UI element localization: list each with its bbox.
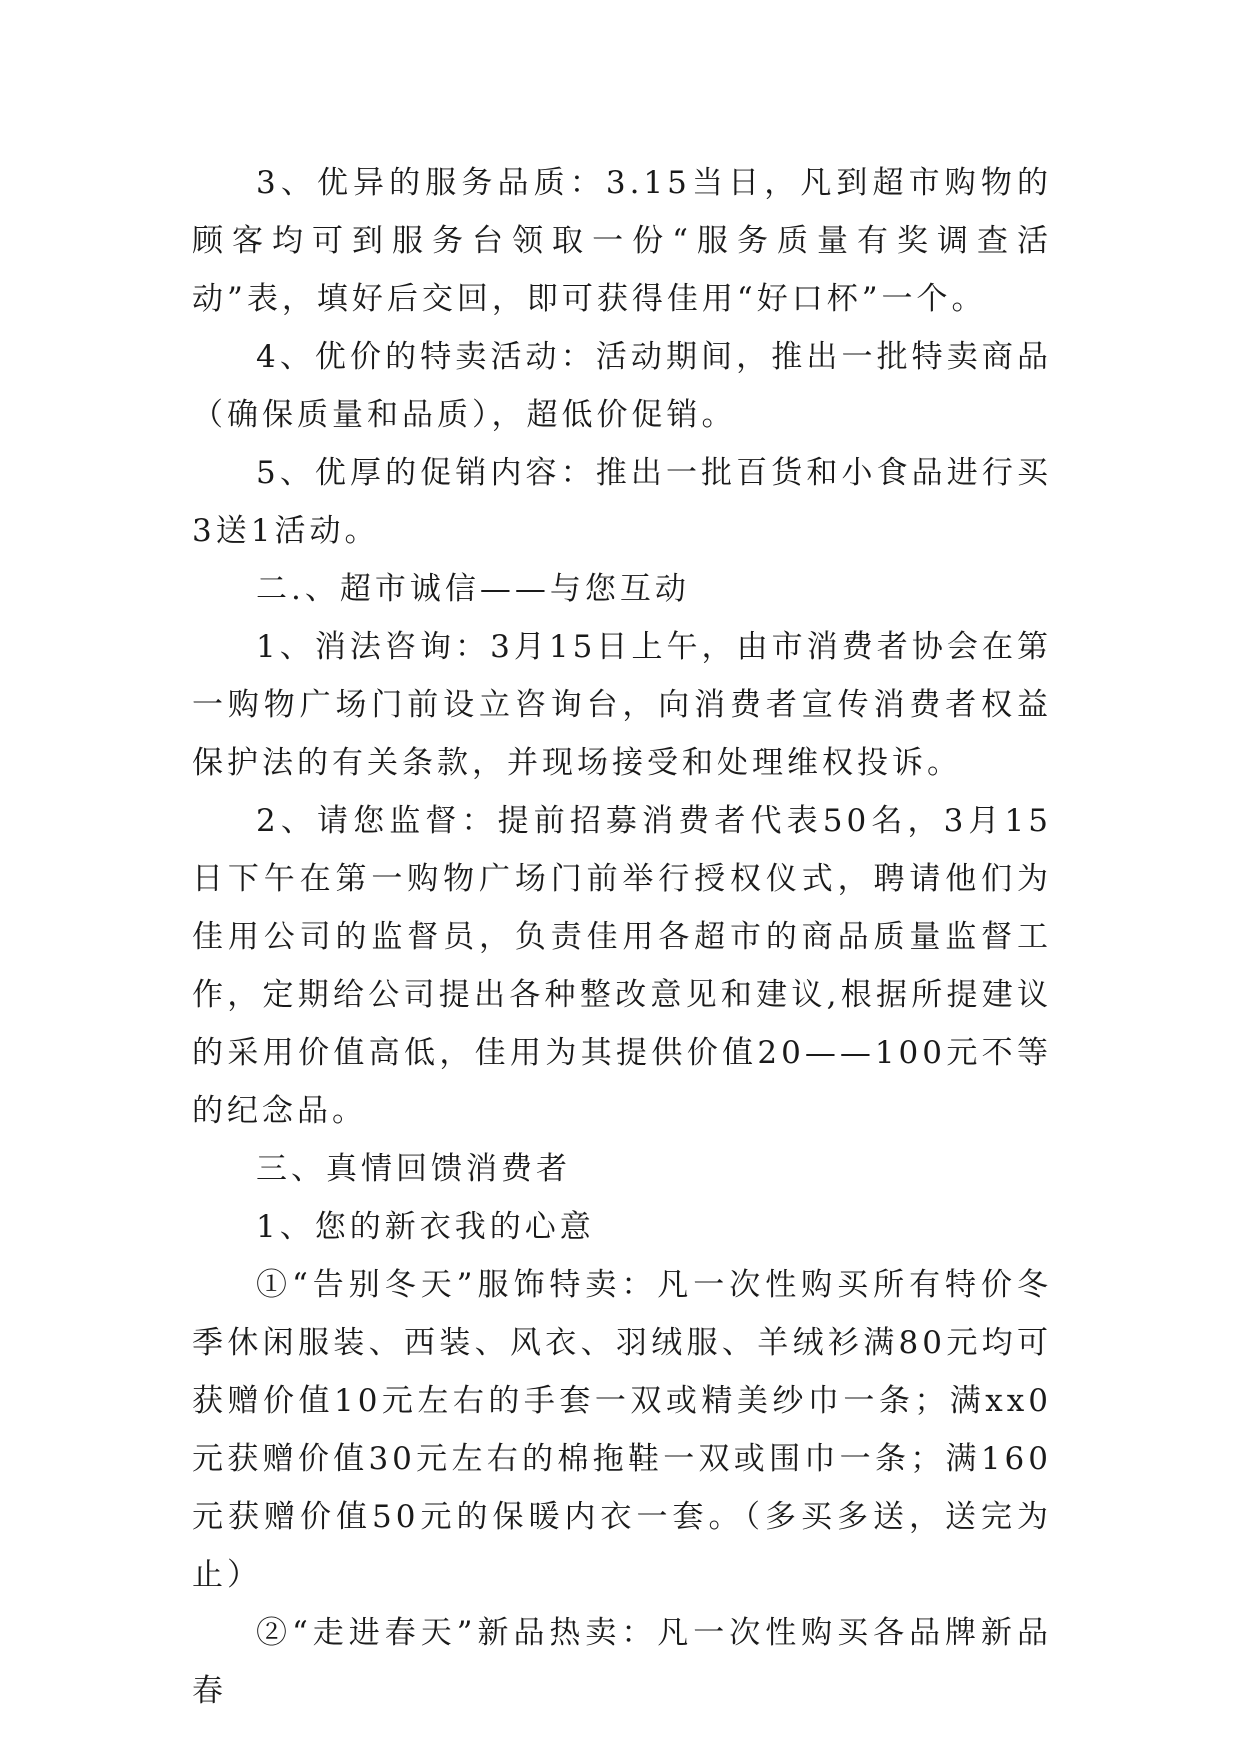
subheading-new-clothes: 1、您的新衣我的心意 — [256, 1209, 595, 1245]
paragraph-spring-sale: ②“走进春天”新品热卖：凡一次性购买各品牌新品春 — [192, 1615, 1052, 1709]
paragraph-supervision: 2、请您监督：提前招募消费者代表50名，3月15日下午在第一购物广场门前举行授权仪式，聘请他们为佳用公司的监督员，负责佳用各超市的商品质量监督工作，定期给公司提出各种整改意见和建议,根据所提建议的采用价值高低，佳用为其提供价值20——100元不等的纪念品。 — [192, 803, 1052, 1129]
paragraph-special-sale: 4、优价的特卖活动：活动期间，推出一批特卖商品（确保质量和品质），超低价促销。 — [192, 339, 1052, 433]
paragraph-winter-sale: ①“告别冬天”服饰特卖：凡一次性购买所有特价冬季休闲服装、西装、风衣、羽绒服、羊绒衫满80元均可获赠价值10元左右的手套一双或精美纱巾一条；满xx0元获赠价值30元左右的棉拖鞋一双或围巾一条；满160元获赠价值50元的保暖内衣一套。（多买多送，送完为止） — [192, 1267, 1052, 1593]
section-heading-feedback: 三、真情回馈消费者 — [256, 1151, 571, 1187]
paragraph-promotion: 5、优厚的促销内容：推出一批百货和小食品进行买3送1活动。 — [192, 455, 1052, 549]
section-heading-integrity: 二.、超市诚信——与您互动 — [256, 571, 690, 607]
document-body — [192, 154, 1052, 1720]
paragraph-consultation: 1、消法咨询：3月15日上午，由市消费者协会在第一购物广场门前设立咨询台，向消费者宣传消费者权益保护法的有关条款，并现场接受和处理维权投诉。 — [192, 629, 1052, 781]
paragraph-service-quality: 3、优异的服务品质：3.15当日，凡到超市购物的顾客均可到服务台领取一份“服务质量有奖调查活动”表，填好后交回，即可获得佳用“好口杯”一个。 — [192, 165, 1052, 317]
